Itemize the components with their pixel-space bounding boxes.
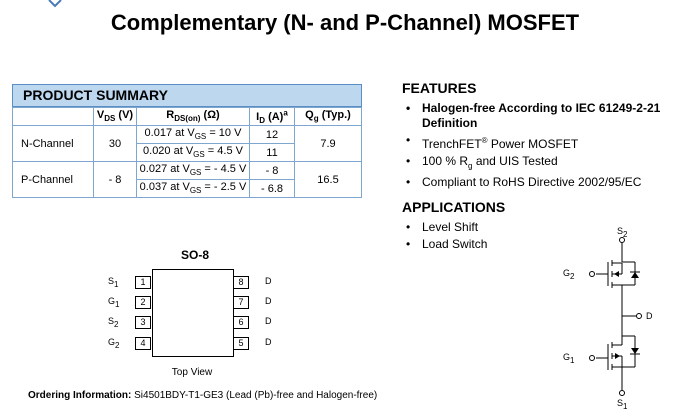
table-row: N-Channel 30 0.017 at $V_{GS} = 10$ V 12 7.9 — [13, 126, 362, 144]
pin-7: 7 — [233, 296, 249, 309]
ordering-information: Ordering Information: Si4501BDY-T1-GE3 (Lead (Pb)-free and Halogen-free) — [28, 390, 378, 401]
pin-label-d: D — [265, 316, 272, 326]
pin-4: 4 — [135, 337, 151, 350]
list-item: • Load Switch — [406, 237, 488, 251]
package-title: SO-8 — [180, 248, 209, 262]
pin-3: 3 — [135, 316, 151, 329]
table-row: 0.020 at $V_{GS} = 4.5$ V 11 — [13, 144, 362, 162]
table-row: 0.037 at $V_{GS}$ = - 2.5 V - 6.8 — [13, 180, 362, 198]
node-label-s1: $S_1$ — [617, 398, 628, 411]
node-label-d: D — [646, 311, 653, 321]
top-view-label: Top View — [171, 367, 213, 378]
pin-label-d: D — [265, 337, 272, 347]
table-header-row — [13, 108, 362, 126]
node-label-g1: $G_1$ — [563, 352, 575, 365]
pin-1: 1 — [135, 276, 151, 289]
corner-chevron-icon — [48, 0, 62, 8]
features-list — [402, 101, 687, 192]
list-item: • 100 % $R_g$ and UIS Tested — [406, 154, 558, 171]
table-row: P-Channel - 8 0.027 at $V_{GS}$ = - 4.5 V - 8 16.5 — [13, 162, 362, 180]
pin-label-d: D — [265, 296, 272, 306]
pin-label-d: D — [265, 276, 272, 286]
pin-label-g2: $G_2$ — [108, 337, 120, 350]
list-item: • Halogen-free According to IEC 61249-2-21 Definition — [406, 101, 661, 130]
col-id: $I_D$ $(A)^a$ — [250, 108, 295, 126]
pin-5: 5 — [233, 337, 249, 350]
list-item: • Compliant to RoHS Directive 2002/95/EC — [406, 175, 642, 190]
product-summary-heading: PRODUCT SUMMARY — [12, 84, 362, 107]
list-item: • TrenchFET® Power MOSFET — [406, 133, 579, 151]
pin-2: 2 — [135, 296, 151, 309]
col-rds: $R_{DS(on)}$ (Ω) — [137, 108, 250, 126]
page-title: Complementary (N- and P-Channel) MOSFET — [110, 10, 580, 35]
product-summary — [12, 84, 362, 198]
pin-label-s2: $S_2$ — [108, 316, 119, 329]
product-summary-table — [12, 107, 362, 198]
col-vds: $V_{DS}$ (V) — [94, 108, 137, 126]
features-heading: FEATURES — [402, 80, 477, 96]
pin-8: 8 — [233, 276, 249, 289]
col-qg: $Q_g$ (Typ.) — [295, 108, 362, 126]
applications-heading: APPLICATIONS — [402, 199, 506, 215]
pin-6: 6 — [233, 316, 249, 329]
pin-label-s1: $S_1$ — [108, 276, 119, 289]
package-outline — [108, 269, 272, 357]
mosfet-schematic-diagram — [540, 222, 680, 408]
node-label-s2: $S_2$ — [617, 226, 628, 239]
list-item: • Level Shift — [406, 220, 479, 234]
pin-label-g1: $G_1$ — [108, 296, 120, 309]
node-label-g2: $G_2$ — [563, 268, 575, 281]
